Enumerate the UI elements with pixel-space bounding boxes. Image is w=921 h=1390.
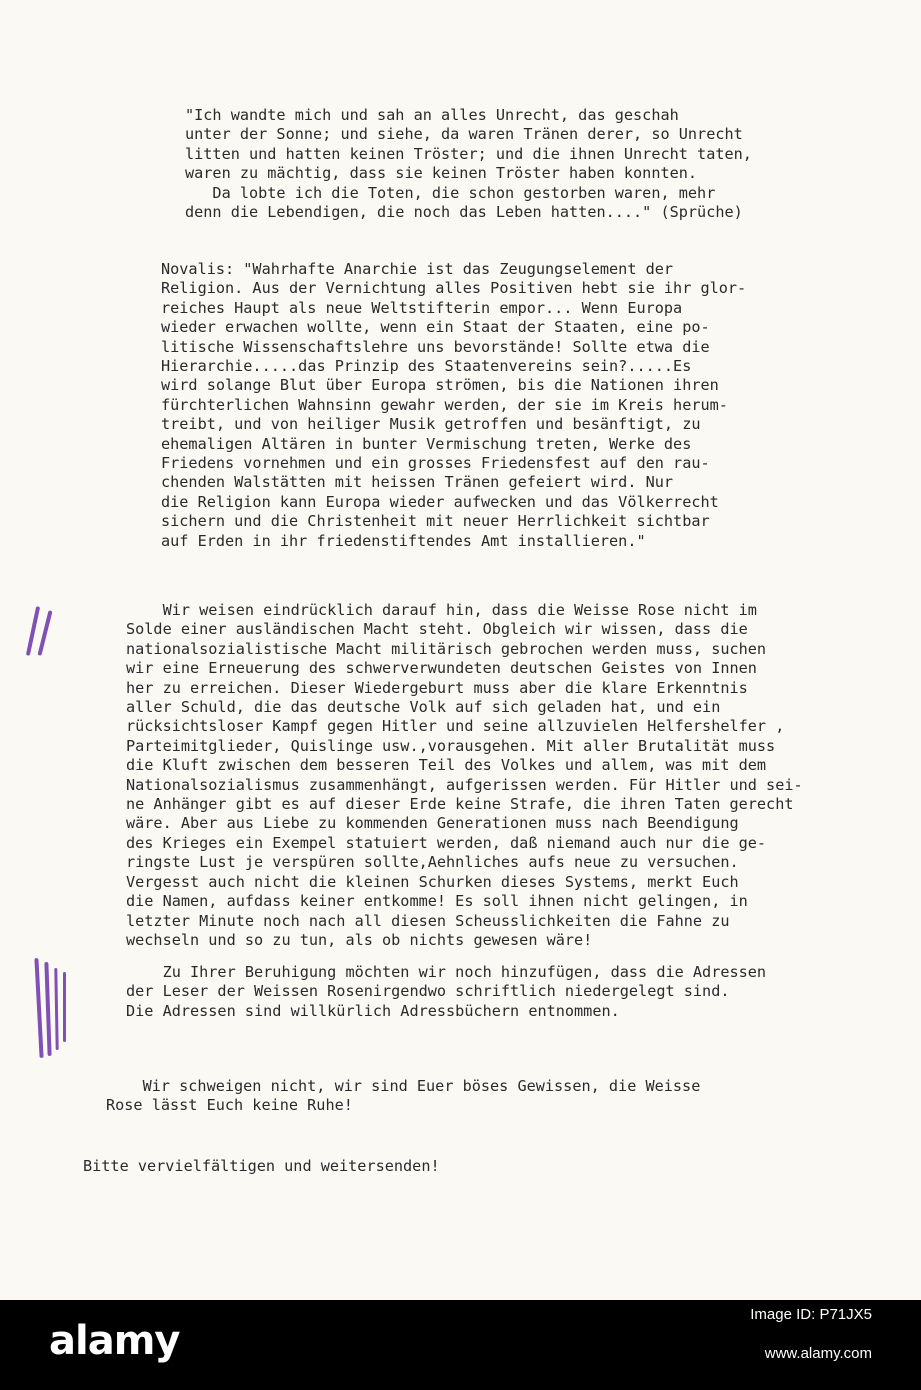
site-url-label: www.alamy.com (764, 1345, 872, 1362)
bible-quote: "Ich wandte mich und sah an alles Unrecht, das geschah unter der Sonne; und siehe, da waren Tränen derer, so Unrecht litten und hatten keinen Tröster; und die ihnen Unrecht taten, waren zu mächtig, dass sie keinen Tröster haben konnten. Da lobte ich die Toten, die schon gestorben waren, mehr denn die Lebendigen, die noch das Leben hatten...." (Sprüche) (185, 106, 752, 222)
closing-line: Bitte vervielfältigen und weitersenden! (83, 1157, 440, 1175)
addresses-paragraph: Zu Ihrer Beruhigung möchten wir noch hinzufügen, dass die Adressen der Leser der Weissen Rosenirgendwo schriftlich niedergelegt sind. Die Adressen sind willkürlich Adressbüchern entnommen. (126, 963, 767, 1020)
novalis-quote: Novalis: "Wahrhafte Anarchie ist das Zeugungselement der Religion. Aus der Vernichtung alles Positiven hebt sie ihr glor- reiches Haupt als neue Weltstifterin empor... Wenn Europa wieder erwachen wollte, wenn ein Staat der Staaten, eine po- litische Wissenschaftslehre uns bevorstände! Sollte etwa die Hierarchie.....das Prinzip des Staatenvereins sein?.....Es wird solange Blut über Europa strömen, bis die Nationen ihren fürchterlichen Wahnsinn gewahr werden, der sie im Kreis herum- treibt, und von heiliger Musik getroffen und besänftigt, zu ehemaligen Altären in bunter Vermischung treten, Werke des Friedens vornehmen und ein grosses Friedensfest auf den rau- chenden Walstätten mit heissen Tränen gefeiert wird. Nur die Religion kann Europa wieder aufwecken und das Völkerrecht sichern und die Christenheit mit neuer Herrlichkeit sichtbar auf Erden in ihr friedenstiftendes Amt installieren." (161, 260, 747, 550)
alamy-logo: alamy (49, 1318, 180, 1364)
conscience-paragraph: Wir schweigen nicht, wir sind Euer böses Gewissen, die Weisse Rose lässt Euch keine Ruhe! (106, 1077, 701, 1115)
main-paragraph: Wir weisen eindrücklich darauf hin, dass die Weisse Rose nicht im Solde einer ausländischen Macht steht. Obgleich wir wissen, dass die nationalsozialistische Macht militärisch gebrochen werden muss, suchen wir eine Erneuerung des schwerverwundeten deutschen Geistes von Innen her zu erreichen. Dieser Wiedergeburt muss aber die klare Erkenntnis aller Schuld, die das deutsche Volk auf sich geladen hat, und ein rücksichtsloser Kampf gegen Hitler und seine allzuvielen Helfershelfer , Parteimitglieder, Quislinge usw.,vorausgehen. Mit aller Brutalität muss die Kluft zwischen dem besseren Teil des Volkes und allem, was mit dem Nationalsozialismus zusammenhängt, aufgerissen werden. Für Hitler und sei- ne Anhänger gibt es auf dieser Erde keine Strafe, die ihren Taten gerecht wäre. Aber aus Liebe zu kommenden Generationen muss nach Beendigung des Krieges ein Exempel statuiert werden, daß niemand auch nur die ge- ringste Lust je verspüren sollte,Aehnliches aufs neue zu versuchen. Vergesst auch nicht die kleinen Schurken dieses Systems, merkt Euch die Namen, aufdass keiner entkomme! Es soll ihnen nicht gelingen, in letzter Minute noch nach all diesen Scheusslichkeiten die Fahne zu wechseln und so zu tun, als ob nichts gewesen wäre! (126, 601, 803, 949)
image-id-label: Image ID: P71JX5 (750, 1306, 872, 1323)
